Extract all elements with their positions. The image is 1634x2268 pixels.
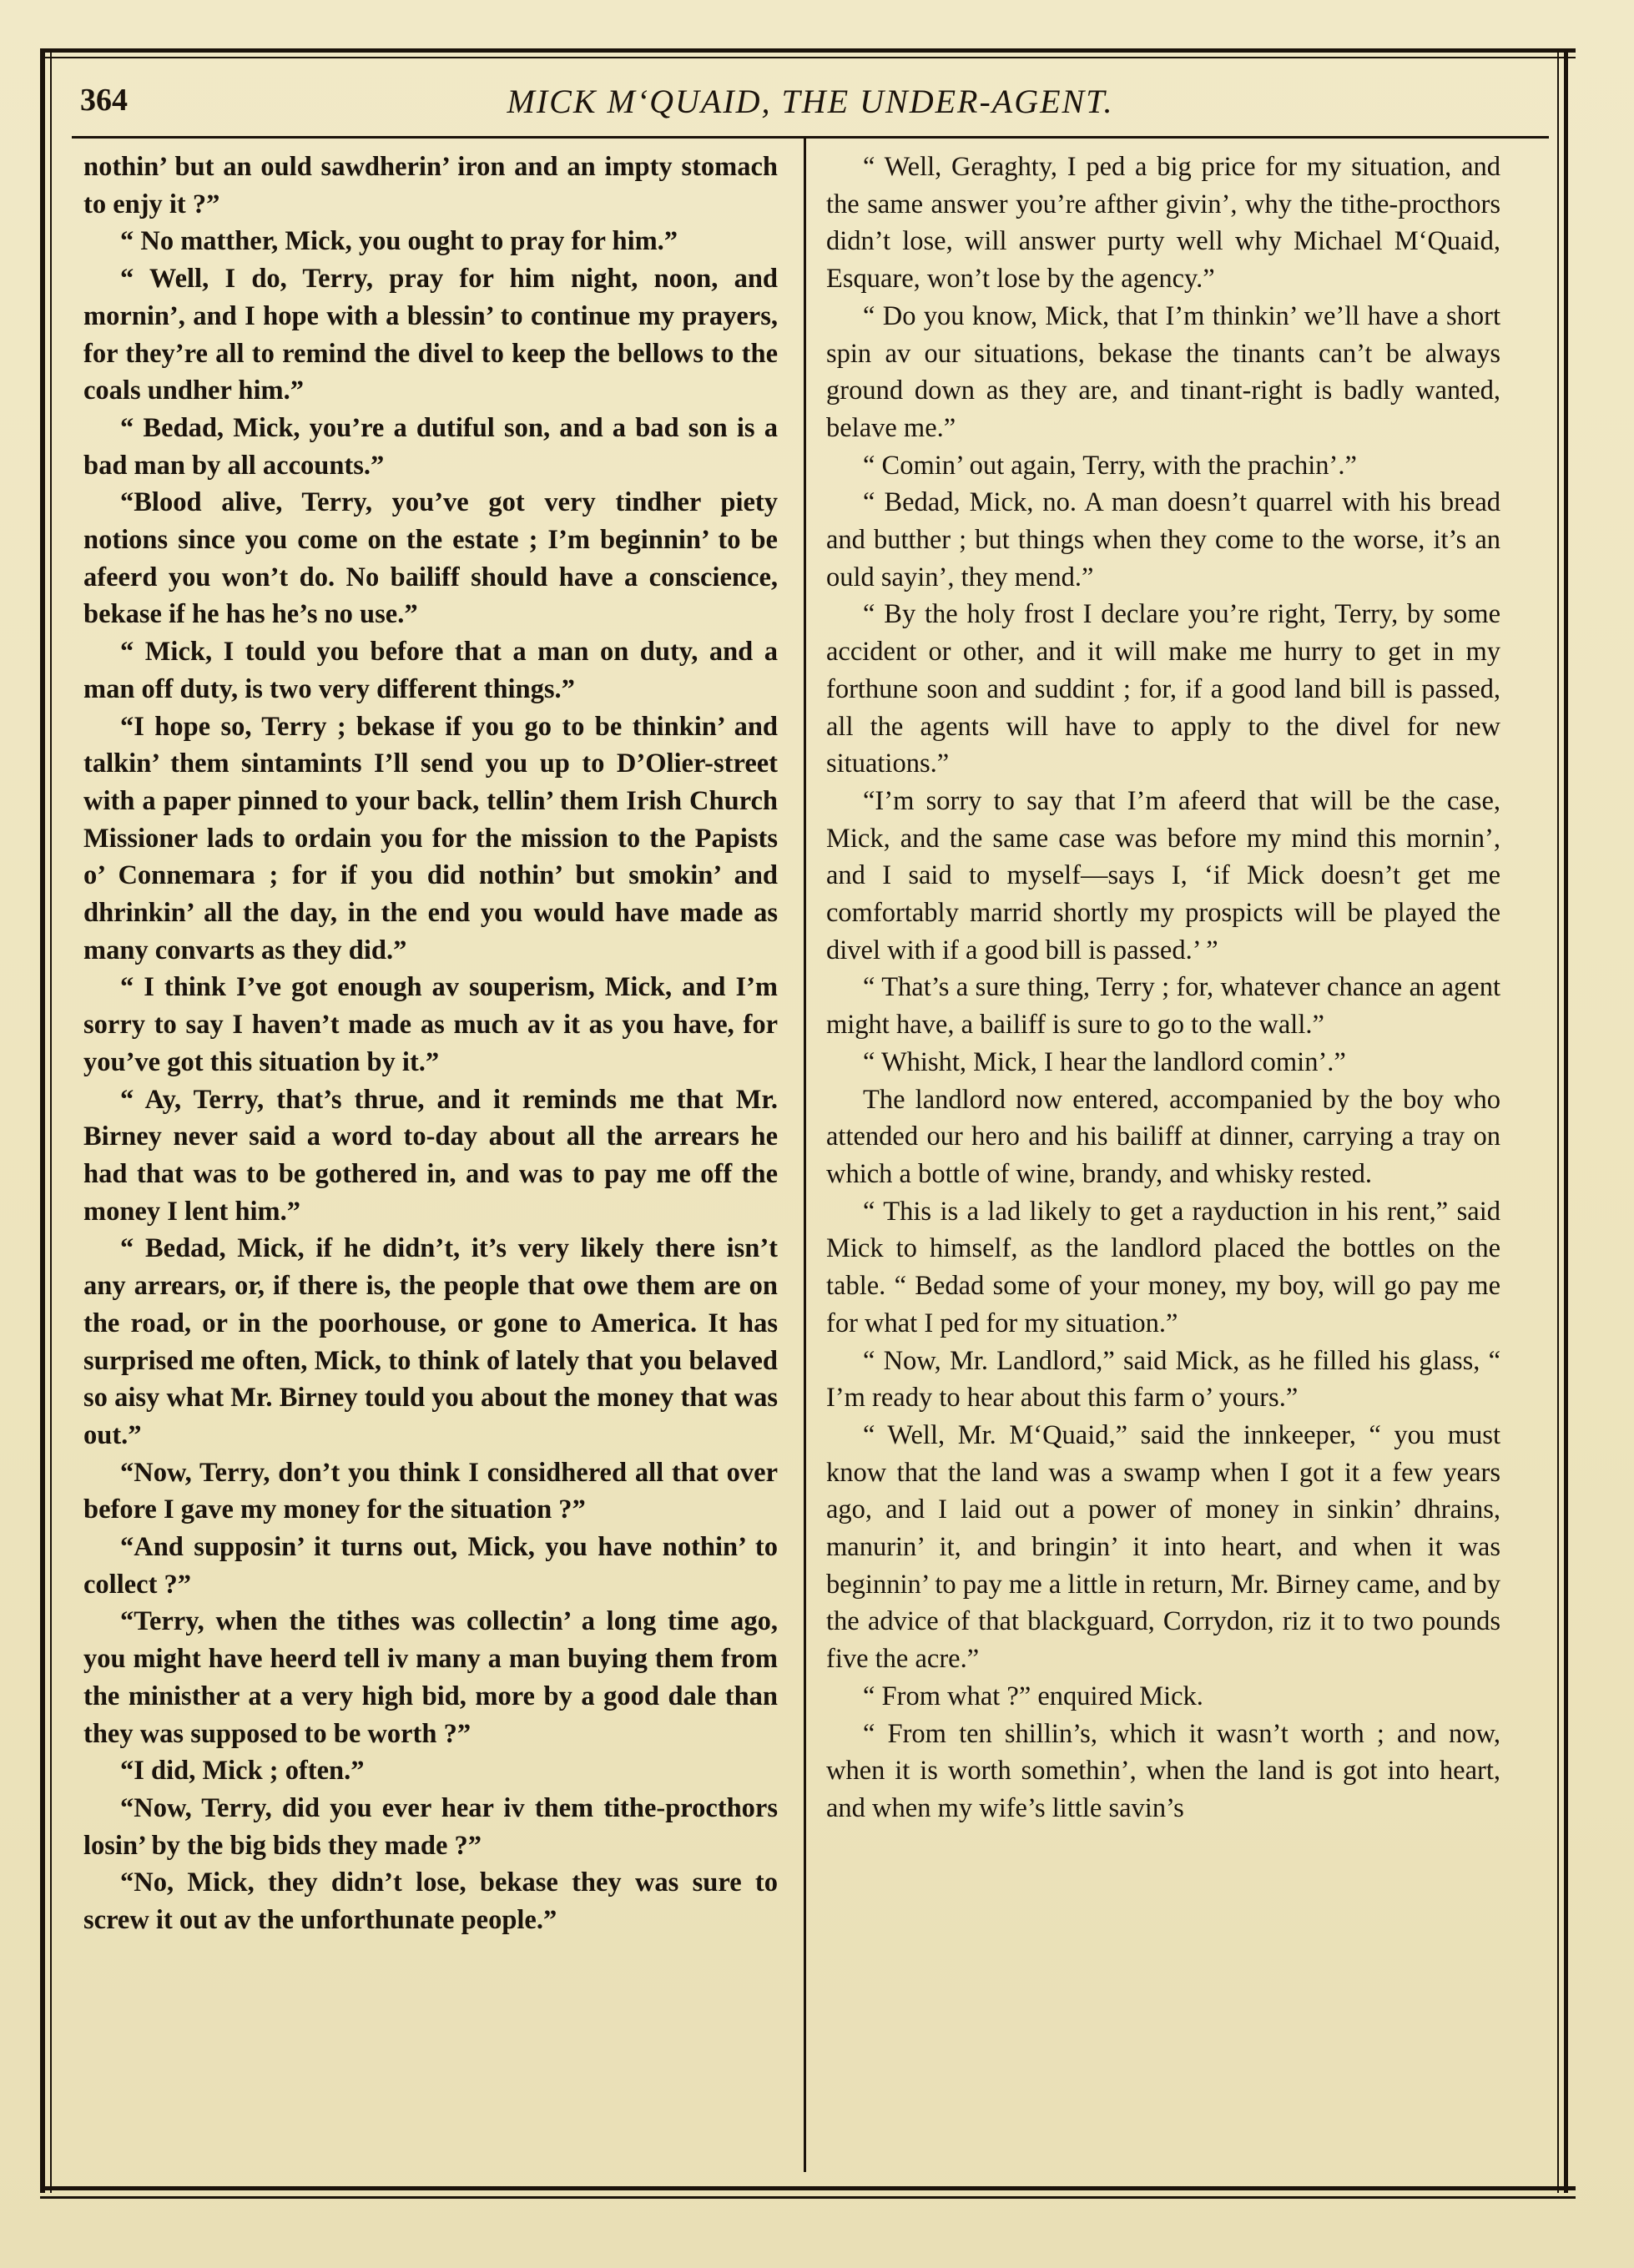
right-border-inner-rule xyxy=(1557,48,1559,2193)
right-column xyxy=(826,149,1500,1827)
paragraph: “I hope so, Terry ; bekase if you go to be thinkin’ and talkin’ them sintamints I’ll send you up to D’Olier-street with a paper pinned to your back, tellin’ them Irish Church Missioner lads to ordain you for the mission to the Papists o’ Connemara ; for if you did nothin’ but smokin’ and dhrinkin’ all the day, in the end you would have made as many convarts as they did.” xyxy=(83,711,778,965)
page-header xyxy=(80,77,1541,127)
paragraph: “ Well, Geraghty, I ped a big price for my situation, and the same answer you’re afther givin’, why the tithe-procthors didn’t lose, will answer purty well why Michael M‘Quaid, Esquare, won’t lose by the agency.” xyxy=(826,152,1500,295)
paragraph: “ Ay, Terry, that’s thrue, and it reminds me that Mr. Birney never said a word to-day about all the arrears he had that was to be gothered in, and was to pay me off the money I lent him.” xyxy=(83,1084,778,1227)
paragraph: “ Bedad, Mick, if he didn’t, it’s very likely there isn’t any arrears, or, if there is, the people that owe them are on the road, or in the poorhouse, or gone to America. It has surprised me often, Mick, to think of lately that you belaved so aisy what Mr. Birney tould you about the money that was out.” xyxy=(83,1233,778,1450)
paragraph: The landlord now entered, accompanied by the boy who attended our hero and his bailiff at dinner, carrying a tray on which a bottle of wine, brandy, and whisky rested. xyxy=(826,1084,1500,1189)
paragraph: “ Bedad, Mick, no. A man doesn’t quarrel with his bread and butther ; but things when they come to the worse, it’s an ould sayin’, they mend.” xyxy=(826,487,1500,592)
paragraph: “Now, Terry, did you ever hear iv them tithe-procthors losin’ by the big bids they made ?” xyxy=(83,1792,778,1861)
column-divider xyxy=(804,136,806,2172)
paragraph: “ Mick, I tould you before that a man on duty, and a man off duty, is two very different things.” xyxy=(83,637,778,704)
header-rule xyxy=(72,136,1549,139)
paragraph: “ This is a lad likely to get a rayduction in his rent,” said Mick to himself, as the landlord placed the bottles on the table. “ Bedad some of your money, my boy, will go pay me for what I ped for my situation.” xyxy=(826,1196,1500,1338)
paragraph: “Blood alive, Terry, you’ve got very tindher piety notions since you come on the estate ; I’m beginnin’ to be afeerd you won’t do. No bailiff should have a conscience, bekase if he has he’s no use.” xyxy=(83,487,778,630)
bottom-border-rule xyxy=(40,2186,1576,2190)
top-border-inner-rule xyxy=(40,57,1576,58)
paragraph: “ Bedad, Mick, you’re a dutiful son, and a bad son is a bad man by all accounts.” xyxy=(83,412,778,481)
paragraph: “ Do you know, Mick, that I’m thinkin’ we’ll have a short spin av our situations, bekase the tinants can’t be always ground down as they are, and tinant-right is badly wanted, belave me.” xyxy=(826,300,1500,443)
paragraph: “ I think I’ve got enough av souperism, Mick, and I’m sorry to say I haven’t made as much av it as you have, for you’ve got this situation by it.” xyxy=(83,972,778,1077)
paragraph: “ Whisht, Mick, I hear the landlord comin’.” xyxy=(863,1046,1346,1077)
paragraph: “ Well, I do, Terry, pray for him night, noon, and mornin’, and I hope with a blessin’ to continue my prayers, for they’re all to remind the divel to keep the bellows to the coals undher him.” xyxy=(83,264,778,406)
left-column xyxy=(83,149,778,1939)
paragraph: “And supposin’ it turns out, Mick, you have nothin’ to collect ?” xyxy=(83,1532,778,1600)
paragraph: “ From what ?” enquired Mick. xyxy=(863,1681,1203,1711)
paragraph: “ That’s a sure thing, Terry ; for, whatever chance an agent might have, a bailiff is sure to go to the wall.” xyxy=(826,972,1500,1041)
paragraph: “ From ten shillin’s, which it wasn’t worth ; and now, when it is worth somethin’, when the land is got into heart, and when my wife’s little savin’s xyxy=(826,1718,1500,1823)
paragraph: “ Well, Mr. M‘Quaid,” said the innkeeper, “ you must know that the land was a swamp when I got it a few years ago, and I laid out a power of money in sinkin’ dhrains, manurin’ it, and bringin’ it into heart, and when it was beginnin’ to pay me a little in return, Mr. Birney came, and by the advice of that blackguard, Corrydon, riz it to two pounds five the acre.” xyxy=(826,1419,1500,1675)
paragraph: “ By the holy frost I declare you’re right, Terry, by some accident or other, and it will make me hurry to get in my forthune soon and suddint ; for, if a good land bill is passed, all the agents will have to apply to the divel for new situations.” xyxy=(826,599,1500,779)
top-border-rule xyxy=(40,48,1576,53)
paragraph: “ Comin’ out again, Terry, with the prachin’.” xyxy=(863,450,1357,481)
paragraph: “ Now, Mr. Landlord,” said Mick, as he filled his glass, “ I’m ready to hear about this farm o’ yours.” xyxy=(826,1345,1500,1414)
paragraph: nothin’ but an ould sawdherin’ iron and an impty stomach to enjy it ?” xyxy=(83,152,778,219)
paragraph: “Now, Terry, don’t you think I considhered all that over before I gave my money for the situation ?” xyxy=(83,1457,778,1525)
left-border-rule xyxy=(40,48,45,2193)
running-title: MICK M‘QUAID, THE UNDER-AGENT. xyxy=(507,83,1114,120)
paragraph: “ No matther, Mick, you ought to pray for him.” xyxy=(120,226,678,257)
paragraph: “Terry, when the tithes was collectin’ a long time ago, you might have heerd tell iv many a man buying them from the ministher at a very high bid, more by a good dale than they was supposed to be worth ?” xyxy=(83,1606,778,1749)
right-border-rule xyxy=(1564,48,1568,2193)
page-number: 364 xyxy=(80,83,128,118)
left-border-inner-rule xyxy=(50,48,52,2193)
paragraph: “No, Mick, they didn’t lose, bekase they was sure to screw it out av the unforthunate people.” xyxy=(83,1867,778,1936)
paragraph: “I’m sorry to say that I’m afeerd that will be the case, Mick, and the same case was before my mind this mornin’, and I said to myself—says I, ‘if Mick doesn’t get me comfortably marrid shortly my prospicts will be played the divel with if a good bill is passed.’ ” xyxy=(826,785,1500,965)
paragraph: “I did, Mick ; often.” xyxy=(120,1756,365,1787)
bottom-border-inner-rule xyxy=(40,2196,1576,2199)
